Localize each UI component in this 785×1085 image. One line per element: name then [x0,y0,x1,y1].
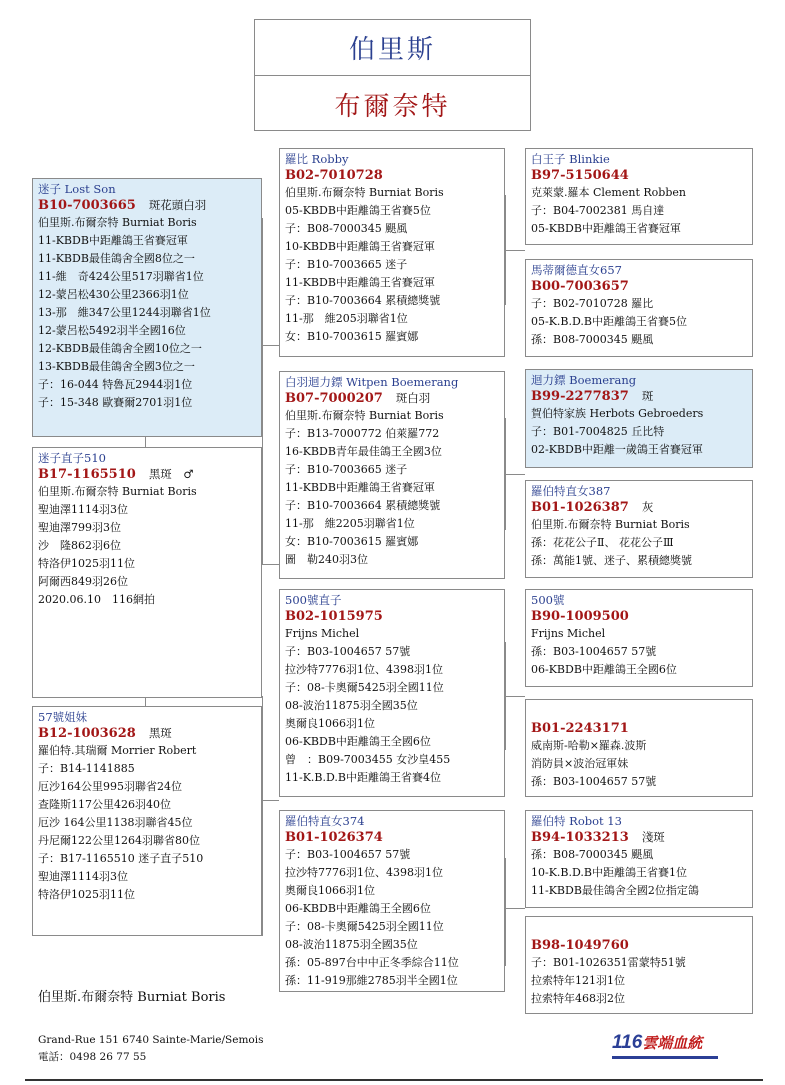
info-line: 子：B01-7004825 丘比特 [531,425,665,438]
info-line: Frijns Michel [285,627,360,640]
breeder-phone: 電話：0498 26 77 55 [38,1051,147,1063]
pigeon-card-sire [32,178,262,437]
info-line: 孫：B03-1004657 57號 [531,645,657,658]
info-line: 08-波治11875羽全國35位 [285,938,418,951]
info-line: 曾 ：B09-7003455 女沙皇455 [285,753,451,766]
pigeon-card-great-4 [525,480,753,578]
pigeon-color: 黑斑 ♂ [148,467,194,481]
pigeon-name: 迴力鏢 Boemerang [531,373,637,387]
ring-number: B00-7003657 [531,279,629,294]
header-name-given: 伯里斯 [255,20,530,76]
info-line: 12-蒙呂松5492羽半全國16位 [38,324,186,337]
pedigree-header [254,19,531,131]
info-line: 孫：B08-7000345 颶風 [531,333,654,346]
info-line: 12-KBDB最佳鴿舍全國10位之一 [38,342,202,355]
info-line: 奧爾良1066羽1位 [285,884,375,897]
info-line: 孫：11-919那維2785羽半全國1位 [285,974,458,987]
header-name-family: 布爾奈特 [334,91,451,122]
connector-line [262,696,263,936]
info-line: 08-波治11875羽全國35位 [285,699,418,712]
info-line: 子：B17-1165510 迷子直子510 [38,852,204,865]
pigeon-card-grandsire-2 [279,589,505,797]
pigeon-card-great-5 [525,589,753,687]
info-line: 02-KBDB中距離一歲鴿王省賽冠軍 [531,443,703,456]
pigeon-name: 羅伯特 Robot 13 [531,814,622,828]
pigeon-card-great-8 [525,916,753,1014]
pigeon-color: 黑斑 [148,726,172,740]
pigeon-card-subject [32,447,262,698]
info-line: 11-KBDB中距離鴿王省賽冠軍 [285,276,435,289]
info-line: 子：B02-7010728 羅比 [531,297,654,310]
info-line: 子：16-044 特魯瓦2944羽1位 [38,378,193,391]
ring-number: B98-1049760 [531,938,629,953]
info-line: 丹尼爾122公里1264羽聯省80位 [38,834,200,847]
info-line: 賀伯特家族 Herbots Gebroeders [531,407,704,420]
connector-line [262,800,279,801]
pigeon-name: 500號 [531,593,565,607]
info-line: 子：B14-1141885 [38,762,135,775]
info-line: 子：08-卡奧爾5425羽全國11位 [285,681,444,694]
info-line: 11-那 維2205羽聯省1位 [285,517,415,530]
connector-line [505,908,525,909]
ring-number: B10-7003665 斑花頭白羽 [38,198,207,213]
logo-number: 116 [612,1032,643,1053]
info-line: 子：B03-1004657 57號 [285,645,411,658]
pigeon-name: 羅伯特直女387 [531,484,611,498]
info-line: 11-KBDB中距離鴿王省賽冠軍 [38,234,188,247]
pigeon-card-great-2 [525,259,753,357]
pigeon-card-dam [32,706,262,936]
info-line: 子：B10-7003664 累積總獎號 [285,499,441,512]
info-line: 伯里斯.布爾奈特 Burniat Boris [38,485,197,498]
pigeon-color: 斑 [641,389,654,403]
ring-number: B01-1026387 灰 [531,500,654,515]
ring-number: B01-1026374 [285,830,383,845]
info-line: 子：B01-1026351雷蒙特51號 [531,956,686,969]
info-line: 克萊蒙.羅本 Clement Robben [531,186,686,199]
ring-number: B12-1003628 黑斑 [38,726,172,741]
info-line: 13-KBDB最佳鴿舍全國3位之一 [38,360,195,373]
info-line: 拉索特年468羽2位 [531,992,625,1005]
ring-number: B02-1015975 [285,609,383,624]
pigeon-name: 57號姐妹 [38,710,88,724]
pigeon-card-granddam-1 [279,371,505,579]
pigeon-card-granddam-2 [279,810,505,992]
info-line: 伯里斯.布爾奈特 Burniat Boris [38,216,197,229]
info-line: 子：B10-7003665 迷子 [285,463,408,476]
info-line: 10-KBDB中距離鴿王省賽冠軍 [285,240,435,253]
info-line: 05-KBDB中距離鴿王省賽冠軍 [531,222,681,235]
connector-line [262,564,279,565]
info-line: 子：08-卡奧爾5425羽全國11位 [285,920,444,933]
connector-line [262,345,279,346]
info-line: 13-那 維347公里1244羽聯省1位 [38,306,211,319]
info-line: 11-KBDB最佳鴿舍全國8位之一 [38,252,195,265]
info-line: 子：B04-7002381 馬自達 [531,204,665,217]
pigeon-color: 灰 [641,500,654,514]
bottom-divider [25,1079,763,1081]
info-line: 拉沙特7776羽1位、4398羽1位 [285,663,443,676]
info-line: 伯里斯.布爾奈特 Burniat Boris [285,409,444,422]
pigeon-name: 羅伯特直女374 [285,814,365,828]
info-line: 子：15-348 歐賽爾2701羽1位 [38,396,193,409]
pigeon-name: 白王子 Blinkie [531,152,610,166]
info-line: 子：B10-7003664 累積總獎號 [285,294,441,307]
info-line: 厄沙 164公里1138羽聯省45位 [38,816,193,829]
logo-text: 雲端血統 [642,1035,703,1052]
info-line: Frijns Michel [531,627,606,640]
info-line: 女：B10-7003615 羅賓娜 [285,535,419,548]
info-line: 聖迪澤799羽3位 [38,521,121,534]
ring-number: B97-5150644 [531,168,629,183]
ring-number: B90-1009500 [531,609,629,624]
connector-line [262,218,263,564]
info-line: 拉沙特7776羽1位、4398羽1位 [285,866,443,879]
breeder-address: Grand-Rue 151 6740 Sainte-Marie/Semois [38,1034,264,1046]
info-line: 孫：萬能1號、迷子、累積總獎號 [531,554,692,567]
brand-logo [612,1032,702,1054]
ring-number: B94-1033213 淺斑 [531,830,665,845]
pigeon-card-great-7 [525,810,753,908]
pigeon-name: 白羽迴力鏢 Witpen Boemerang [285,375,459,389]
info-line: 05-KBDB中距離鴿王省賽5位 [285,204,431,217]
info-line: 羅伯特.其瑞爾 Morrier Robert [38,744,197,757]
info-line: 子：B10-7003665 迷子 [285,258,408,271]
info-line: 10-K.B.D.B中距離鴿王省賽1位 [531,866,688,879]
breeder-contact [38,1032,263,1066]
info-line: 子：B03-1004657 57號 [285,848,411,861]
ring-number: B17-1165510 黑斑 ♂ [38,467,194,482]
pigeon-name: 迷子 Lost Son [38,182,116,196]
pigeon-card-grandsire-1 [279,148,505,357]
pigeon-name: 馬蒂爾德直女657 [531,263,622,277]
info-line: 伯里斯.布爾奈特 Burniat Boris [285,186,444,199]
info-line: 11-那 維205羽聯省1位 [285,312,408,325]
ring-number: B07-7000207 斑白羽 [285,391,431,406]
info-line: 11-維 奇424公里517羽聯省1位 [38,270,204,283]
info-line: 05-K.B.D.B中距離鴿王省賽5位 [531,315,688,328]
info-line: 孫：B03-1004657 57號 [531,775,657,788]
info-line: 特洛伊1025羽11位 [38,888,135,901]
connector-line [505,474,525,475]
pigeon-name: 迷子直子510 [38,451,106,465]
info-line: 查隆斯117公里426羽40位 [38,798,171,811]
info-line: 孫：花花公子Ⅱ、 花花公子Ⅲ [531,536,674,549]
pigeon-card-great-6 [525,699,753,797]
pigeon-color: 斑白羽 [395,391,431,405]
info-line: 子：B08-7000345 颶風 [285,222,408,235]
connector-line [505,858,506,966]
info-line: 女：B10-7003615 羅賓娜 [285,330,419,343]
connector-line [505,250,525,251]
breeder-name: 伯里斯.布爾奈特 Burniat Boris [38,990,226,1005]
pigeon-color: 斑花頭白羽 [148,198,207,212]
info-line: 11-KBDB最佳鴿舍全國2位指定鴿 [531,884,699,897]
connector-line [505,696,525,697]
info-line: 消防員×波治冠軍妹 [531,757,629,770]
info-line: 沙 隆862羽6位 [38,539,121,552]
pigeon-name: 羅比 Robby [285,152,349,166]
info-line: 阿爾西849羽26位 [38,575,128,588]
ring-number: B99-2277837 斑 [531,389,654,404]
pigeon-card-great-1 [525,148,753,245]
info-line: 圖 勒240羽3位 [285,553,368,566]
info-line: 16-KBDB青年最佳鴿王全國3位 [285,445,442,458]
info-line: 拉索特年121羽1位 [531,974,625,987]
logo-underline [612,1056,718,1059]
pigeon-name: 500號直子 [285,593,342,607]
info-line: 2020.06.10 116網拍 [38,593,155,606]
info-line: 孫：B08-7000345 颶風 [531,848,654,861]
info-line: 11-KBDB中距離鴿王省賽冠軍 [285,481,435,494]
info-line: 06-KBDB中距離鴿王全國6位 [285,735,431,748]
info-line: 06-KBDB中距離鴿王全國6位 [531,663,677,676]
info-line: 特洛伊1025羽11位 [38,557,135,570]
connector-line [145,698,146,706]
pigeon-card-great-3 [525,369,753,468]
info-line: 聖迪澤1114羽3位 [38,870,128,883]
info-line: 11-K.B.D.B中距離鴿王省賽4位 [285,771,442,784]
info-line: 威南斯-哈勒×羅森.波斯 [531,739,647,752]
info-line: 伯里斯.布爾奈特 Burniat Boris [531,518,690,531]
info-line: 厄沙164公里995羽聯省24位 [38,780,182,793]
info-line: 聖迪澤1114羽3位 [38,503,128,516]
info-line: 子：B13-7000772 伯萊羅772 [285,427,440,440]
connector-line [145,437,146,447]
ring-number: B01-2243171 [531,721,629,736]
info-line: 孫：05-897台中中正冬季綜合11位 [285,956,459,969]
info-line: 06-KBDB中距離鴿王全國6位 [285,902,431,915]
ring-number: B02-7010728 [285,168,383,183]
pigeon-color: 淺斑 [641,830,665,844]
info-line: 12-蒙呂松430公里2366羽1位 [38,288,189,301]
info-line: 奧爾良1066羽1位 [285,717,375,730]
